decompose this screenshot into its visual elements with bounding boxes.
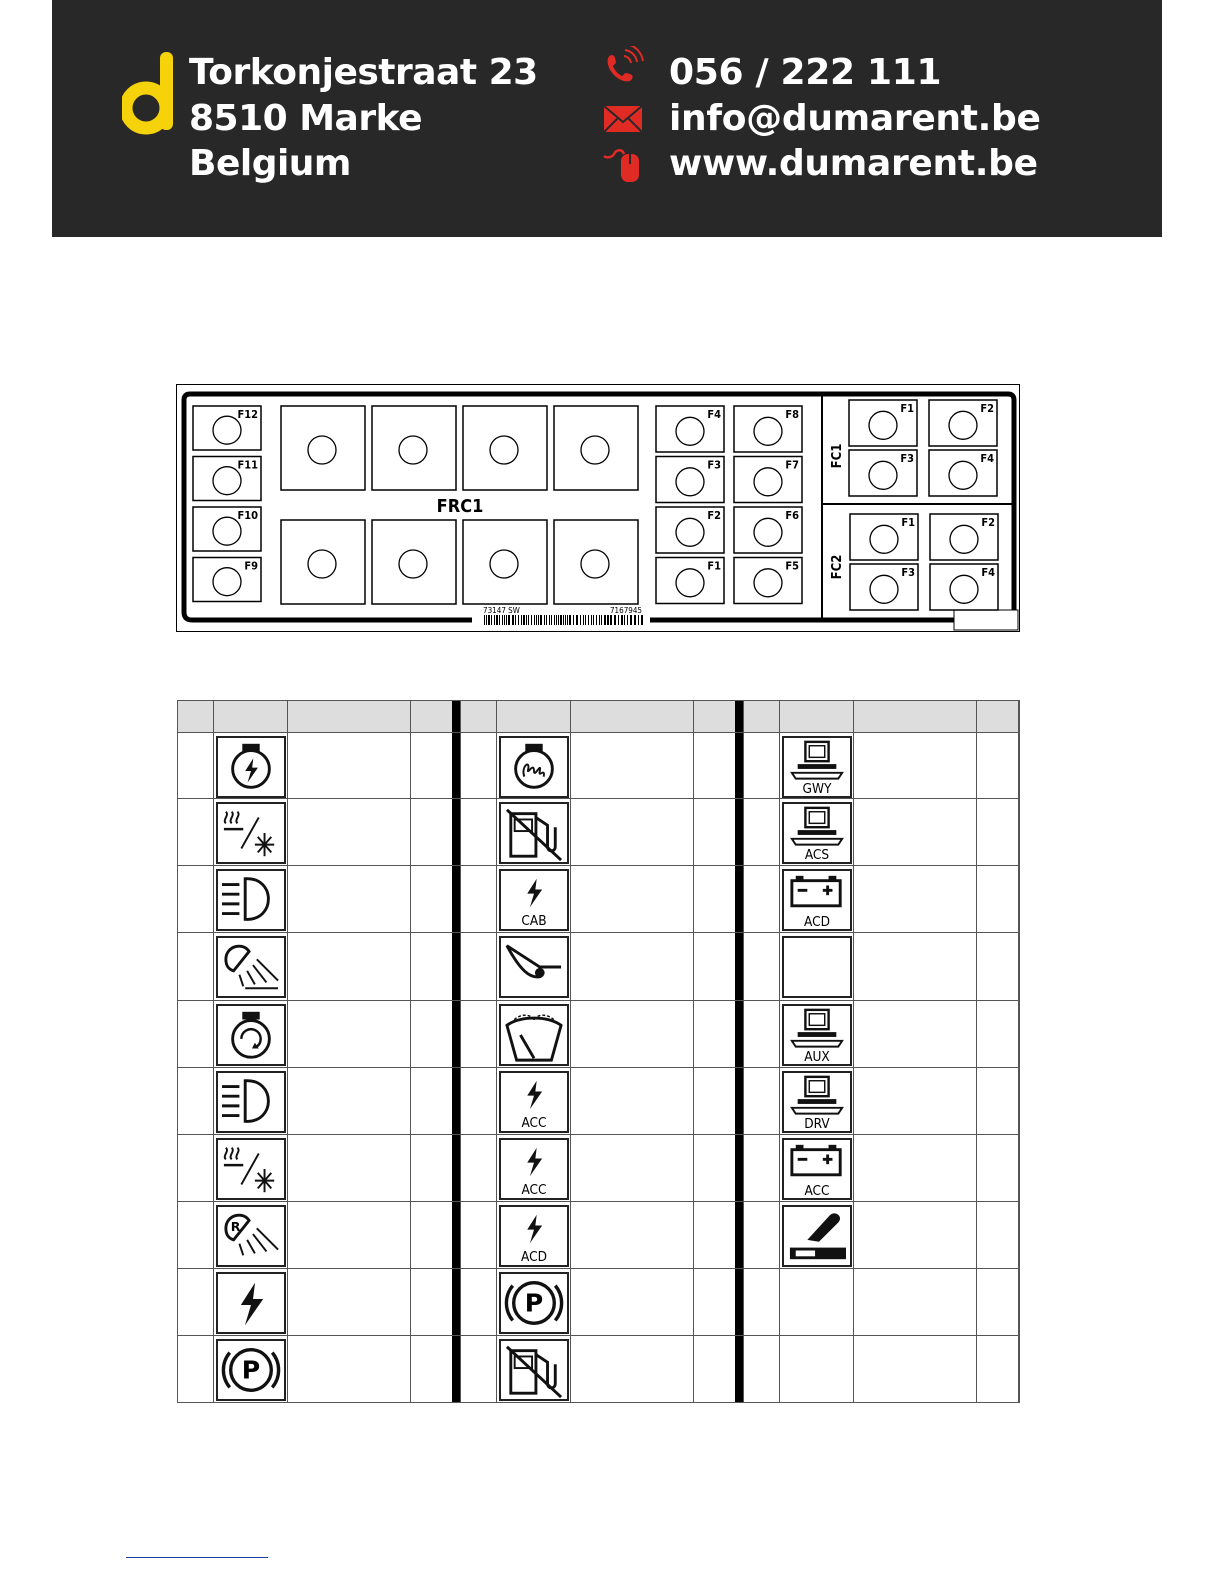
row-line-1 [177,732,1019,733]
fuse-mid-right-0-label: F8 [785,408,799,421]
fuse-mid-left-1 [656,457,724,503]
fuse-mid-left-2 [656,507,724,553]
relay-top-0-terminal [308,436,336,464]
fuse-mid-left-2-label: F2 [707,509,721,522]
header-row-group-0 [177,700,453,732]
svg-text:ACC: ACC [521,1115,547,1131]
address-country: Belgium [189,143,351,184]
fuse-mid-right-1 [734,457,802,503]
relay-top-2-terminal [490,436,518,464]
lightning-label-icon [499,1205,569,1267]
fuse-mid-right-3-label: F5 [785,559,799,573]
high-beam-icon [216,1071,286,1133]
svg-text:CAB: CAB [521,913,547,929]
fc1-label: FC1 [830,443,845,469]
group-divider-1 [452,700,460,1403]
seat-icon [782,1205,852,1267]
high-beam-icon [216,869,286,931]
svg-text:ACC: ACC [804,1183,830,1198]
fuse-mid-right-2 [734,507,802,553]
fc2-fuse-0 [850,514,918,560]
fuel-pump-off-icon [499,1339,569,1401]
row-line-4 [177,932,1019,933]
header-row-group-1 [460,700,736,732]
lightning-label-icon [499,869,569,931]
battery-label-icon [782,869,852,931]
battery-label-icon [782,1138,852,1200]
fuse-mid-left-0-label: F4 [707,408,721,421]
fc1-fuse-2-label: F3 [900,452,914,465]
fc2-fuse-3 [930,564,998,610]
heater-ac-icon [216,802,286,864]
fc2-fuse-1 [930,514,998,560]
lightning-label-icon [499,1071,569,1133]
svg-text:AUX: AUX [804,1049,830,1064]
fuse-left-1 [193,457,261,501]
frc1-label: FRC1 [436,496,484,517]
fuse-mid-right-3 [734,558,802,604]
relay-bottom-2-terminal [490,550,518,578]
fc2-label: FC2 [830,554,845,580]
computer-label-icon [782,802,852,864]
fuse-mid-left-3-label: F1 [707,559,721,573]
fuse-mid-left-1-label: F3 [707,458,721,472]
lightning-label-icon [499,1138,569,1200]
fc1-fuse-0 [849,400,917,446]
col-line-0-1 [213,700,214,1403]
relay-top-3-terminal [581,436,609,464]
reverse-light-icon [216,1205,286,1267]
svg-text:ACD: ACD [804,914,830,929]
svg-text:ACC: ACC [521,1182,547,1198]
engine-lightning-icon [216,736,286,798]
col-line-0-2 [287,700,288,1403]
address-city: 8510 Marke [189,98,422,139]
phone-icon [600,46,646,86]
row-line-11 [177,1402,1019,1403]
computer-label-icon [782,1004,852,1066]
col-line-1-1 [496,700,497,1403]
fuse-left-3-label: F9 [244,559,258,573]
col-line-1-2 [570,700,571,1403]
fc1-fuse-1 [929,400,997,446]
fc1-fuse-2 [849,450,917,496]
fuse-left-2 [193,507,261,551]
fc1-fuse-3 [929,450,997,496]
col-line-0-3 [410,700,411,1403]
row-line-8 [177,1201,1019,1202]
website-url: www.dumarent.be [669,143,1038,184]
col-line-1-0 [460,700,461,1403]
row-line-2 [177,798,1019,799]
company-logo [122,40,182,140]
heater-ac-icon [216,1138,286,1200]
blank-icon [782,936,852,998]
svg-text:ACD: ACD [521,1249,547,1265]
col-line-1-3 [693,700,694,1403]
svg-text:P: P [241,1355,261,1385]
footer-line [126,1557,268,1558]
svg-text:ACS: ACS [804,847,830,862]
fc2-fuse-2 [850,564,918,610]
computer-label-icon [782,1071,852,1133]
row-line-10 [177,1335,1019,1336]
relay-bottom-0-terminal [308,550,336,578]
email-icon [600,100,646,140]
col-line-2-2 [853,700,854,1403]
bucket-icon [499,936,569,998]
svg-text:GWY: GWY [802,781,832,796]
fuse-mid-right-2-label: F6 [785,509,799,522]
col-line-2-0 [743,700,744,1403]
col-line-2-4 [1019,700,1020,1403]
fuse-left-1-label: F11 [237,458,258,472]
fc1-fuse-0-label: F1 [900,402,914,415]
contact-header [52,0,1162,237]
fuse-left-0 [193,406,261,450]
col-line-0-0 [177,700,178,1403]
address-street: Torkonjestraat 23 [189,52,538,93]
fuse-mid-right-1-label: F7 [785,458,799,472]
fuse-legend-table [177,700,1019,1403]
fuse-mid-left-3 [656,558,724,604]
fuse-mid-right-0 [734,406,802,452]
parking-brake-icon [216,1339,286,1401]
parking-brake-icon [499,1272,569,1334]
barcode-left-label: 73147 SW [483,606,520,615]
mouse-icon [600,144,646,184]
header-row-group-2 [743,700,1019,732]
col-line-2-3 [976,700,977,1403]
row-line-0 [177,700,1019,701]
barcode-right-label: 7167945 [609,606,642,615]
group-divider-2 [735,700,743,1403]
col-line-2-1 [779,700,780,1403]
svg-text:P: P [524,1288,544,1318]
relay-top-1-terminal [399,436,427,464]
engine-glow-icon [499,736,569,798]
work-light-icon [216,936,286,998]
fuel-pump-off-icon [499,802,569,864]
svg-text:R: R [230,1219,241,1235]
fc2-fuse-0-label: F1 [901,516,915,529]
fuse-left-0-label: F12 [237,408,258,421]
fc1-fuse-1-label: F2 [980,402,994,415]
engine-rotate-icon [216,1004,286,1066]
wiper-washer-icon [499,1004,569,1066]
row-line-9 [177,1268,1019,1269]
svg-text:DRV: DRV [804,1116,830,1131]
fuse-left-3 [193,558,261,602]
row-line-7 [177,1134,1019,1135]
relay-bottom-3-terminal [581,550,609,578]
row-line-6 [177,1067,1019,1068]
fc2-fuse-1-label: F2 [981,516,995,529]
fc2-fuse-2-label: F3 [901,566,915,579]
table-right-edge [1018,700,1019,1403]
email-address: info@dumarent.be [669,98,1041,139]
fuse-left-2-label: F10 [237,509,258,522]
fuse-mid-left-0 [656,406,724,452]
fuse-box-diagram [176,384,1020,632]
lightning-icon [216,1272,286,1334]
relay-bottom-1-terminal [399,550,427,578]
fc1-fuse-3-label: F4 [980,452,994,465]
row-line-5 [177,1000,1019,1001]
row-line-3 [177,865,1019,866]
phone-number: 056 / 222 111 [669,52,942,93]
fc2-fuse-3-label: F4 [981,566,995,579]
computer-label-icon [782,736,852,798]
